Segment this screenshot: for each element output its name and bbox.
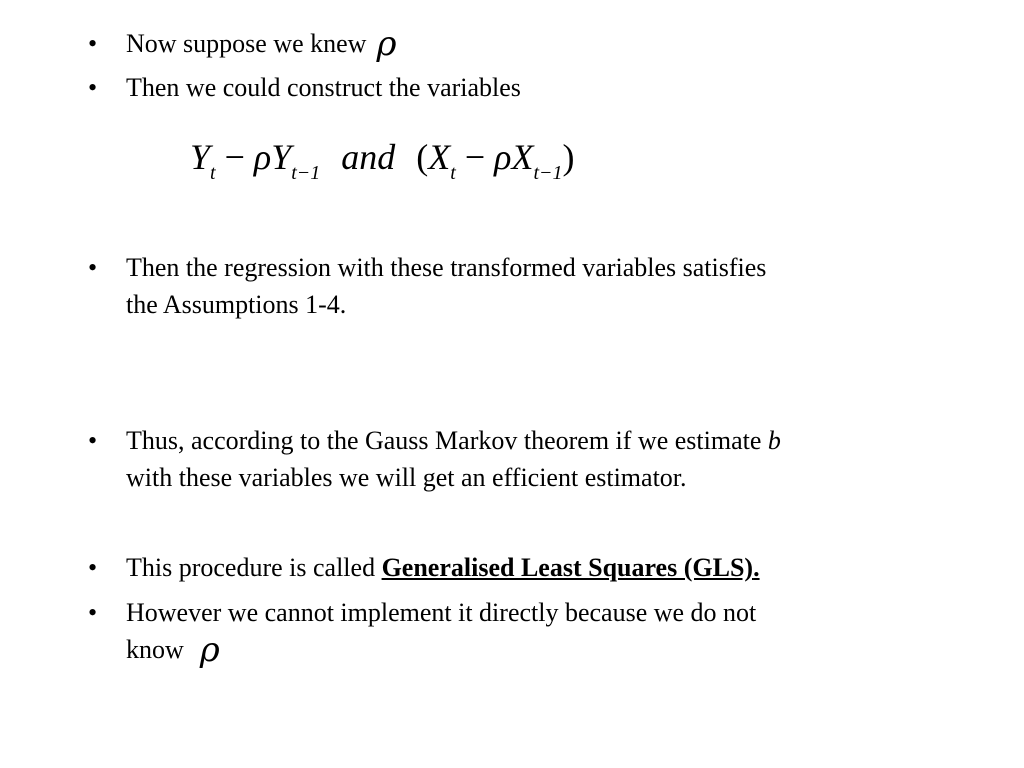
gls-term-text: Generalised Least Squares (GLS) (381, 553, 754, 582)
bullet-regression-assumptions (126, 249, 926, 323)
bullet-line-text: know (126, 635, 184, 664)
bullet-line (126, 631, 926, 669)
bullet-gls (126, 549, 926, 586)
bullet-line: with these variables we will get an efficient estimator. (126, 463, 687, 492)
eq-rho2: ρ (494, 137, 512, 177)
bullet-line: Then the regression with these transformed variables satisfies (126, 253, 767, 282)
eq-sub-t2: t (450, 162, 456, 184)
bullet-marker: • (88, 598, 98, 627)
eq-sub-tm1: t−1 (291, 162, 321, 184)
variable-b: b (767, 426, 781, 455)
eq-minus: − (224, 137, 245, 177)
gls-term (382, 553, 760, 582)
eq-x: X (428, 137, 451, 177)
eq-sub-tm1-2: t−1 (533, 162, 563, 184)
rho-symbol: ρ (376, 24, 397, 64)
eq-rho: ρ (253, 137, 272, 177)
bullet-marker: • (88, 426, 98, 455)
bullet-marker: • (88, 253, 98, 282)
eq-x2: X (511, 137, 534, 177)
eq-y2: Y (271, 137, 292, 177)
eq-y: Y (190, 137, 211, 177)
bullet-gauss-markov (126, 422, 926, 496)
gls-period: . (753, 553, 760, 582)
bullet-text: This procedure is called (126, 553, 376, 582)
bullet-text: Then we could construct the variables (126, 73, 521, 102)
eq-rparen: ) (562, 137, 575, 177)
bullet-line: However we cannot implement it directly because we do not (126, 598, 757, 627)
bullet-now-suppose (126, 25, 926, 63)
bullet-cannot-implement (126, 594, 926, 669)
eq-lparen: ( (416, 137, 429, 177)
bullet-marker: • (88, 553, 98, 582)
transformed-variables-equation (190, 130, 575, 200)
eq-minus2: − (464, 137, 486, 177)
eq-sub-t: t (210, 162, 216, 184)
bullet-marker: • (88, 29, 98, 58)
bullet-line: the Assumptions 1-4. (126, 290, 347, 319)
bullet-text: Now suppose we knew (126, 29, 367, 58)
eq-and: and (341, 137, 396, 177)
bullet-construct-variables (126, 69, 926, 106)
bullet-marker: • (88, 73, 98, 102)
rho-symbol: ρ (199, 630, 220, 670)
bullet-line-text: Thus, according to the Gauss Markov theorem if we estimate (126, 426, 762, 455)
bullet-line (126, 422, 926, 459)
